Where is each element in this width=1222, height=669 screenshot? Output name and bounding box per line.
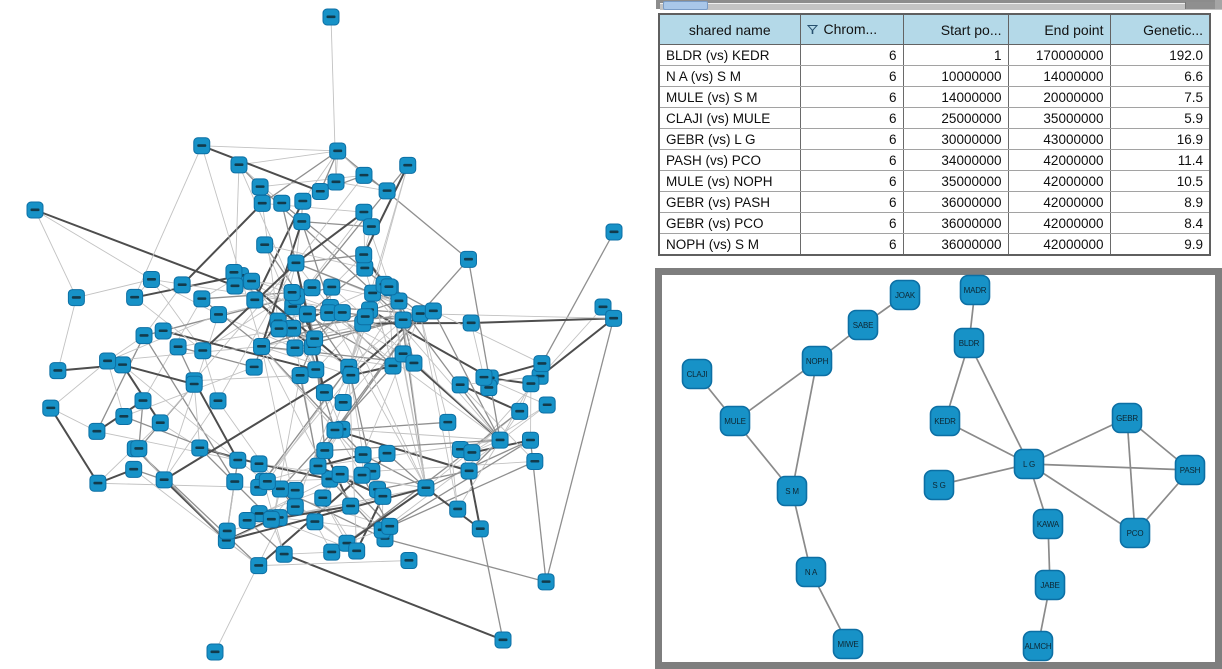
overview-edge[interactable]	[58, 298, 77, 371]
table-cell[interactable]: 10000000	[903, 66, 1008, 87]
overview-node-label	[291, 346, 300, 349]
table-cell[interactable]: 25000000	[903, 108, 1008, 129]
overview-node-label	[230, 284, 239, 287]
column-header-chromosome[interactable]	[800, 14, 903, 45]
overview-node-label	[368, 292, 377, 295]
table-cell[interactable]: 43000000	[1008, 129, 1110, 150]
network-node-label: PASH	[1179, 466, 1201, 475]
network-node-label: JABE	[1040, 581, 1060, 590]
overview-node-label	[456, 383, 465, 386]
overview-edge[interactable]	[194, 384, 200, 448]
table-row[interactable]	[659, 108, 1210, 129]
overview-node-label	[190, 383, 199, 386]
table-cell[interactable]: BLDR (vs) KEDR	[659, 45, 800, 66]
table-cell[interactable]: 11.4	[1110, 150, 1210, 171]
table-cell[interactable]: 170000000	[1008, 45, 1110, 66]
table-cell[interactable]: 42000000	[1008, 150, 1110, 171]
column-header-genetic[interactable]: Genetic...	[1110, 14, 1210, 45]
overview-node-label	[336, 473, 345, 476]
overview-node-label	[297, 220, 306, 223]
overview-node-label	[359, 174, 368, 177]
overview-node-label	[526, 439, 535, 442]
table-cell[interactable]: 6	[800, 108, 903, 129]
overview-node-label	[250, 298, 259, 301]
network-node-label: NOPH	[805, 357, 829, 366]
overview-node-label	[360, 267, 369, 270]
table-cell[interactable]: N A (vs) S M	[659, 66, 800, 87]
overview-node-label	[467, 451, 476, 454]
overview-node-label	[310, 337, 319, 340]
overview-node-label	[346, 374, 355, 377]
overview-node-label	[404, 559, 413, 562]
overview-node-label	[310, 520, 319, 523]
table-cell[interactable]: PASH (vs) PCO	[659, 150, 800, 171]
overview-node-label	[198, 349, 207, 352]
overview-edge[interactable]	[480, 529, 503, 640]
overview-node-label	[92, 430, 101, 433]
overview-node-label	[403, 164, 412, 167]
overview-edge[interactable]	[469, 471, 480, 529]
table-cell[interactable]: 36000000	[903, 213, 1008, 234]
table-cell[interactable]: CLAJI (vs) MULE	[659, 108, 800, 129]
network-node-label: L G	[1023, 460, 1035, 469]
overview-edge[interactable]	[51, 408, 98, 483]
overview-node-label	[243, 519, 252, 522]
overview-node-label	[338, 311, 347, 314]
network-node-label: S M	[785, 487, 799, 496]
table-cell[interactable]: 42000000	[1008, 213, 1110, 234]
overview-edge[interactable]	[546, 318, 614, 581]
network-node-label: KAWA	[1036, 520, 1060, 529]
table-cell[interactable]: 6	[800, 213, 903, 234]
table-row[interactable]	[659, 87, 1210, 108]
overview-node-label	[361, 315, 370, 318]
table-cell[interactable]: 5.9	[1110, 108, 1210, 129]
overview-node-label	[543, 403, 552, 406]
table-cell[interactable]: 6	[800, 234, 903, 256]
overview-node-label	[288, 291, 297, 294]
overview-node-label	[214, 313, 223, 316]
overview-node-label	[464, 258, 473, 261]
overview-node-label	[320, 391, 329, 394]
table-cell[interactable]: 1	[903, 45, 1008, 66]
overview-node-label	[359, 253, 368, 256]
overview-node-label	[156, 421, 165, 424]
table-cell[interactable]: 42000000	[1008, 171, 1110, 192]
scrollbar-corner	[1215, 0, 1222, 9]
overview-edge[interactable]	[420, 314, 613, 319]
overview-node-label	[416, 312, 425, 315]
overview-node-label	[542, 580, 551, 583]
overview-node-label	[258, 202, 267, 205]
overview-node-label	[382, 452, 391, 455]
overview-node-label	[399, 352, 408, 355]
overview-node-label	[378, 495, 387, 498]
overview-node-label	[174, 345, 183, 348]
overview-node-label	[339, 401, 348, 404]
overview-node-label	[496, 439, 505, 442]
network-node-label: SABE	[852, 321, 874, 330]
overview-node-label	[499, 639, 508, 642]
table-scrollbar[interactable]	[656, 0, 1222, 9]
overview-node-label	[276, 488, 285, 491]
table-row[interactable]	[659, 66, 1210, 87]
table-cell[interactable]: 35000000	[1008, 108, 1110, 129]
overview-node-label	[330, 429, 339, 432]
overview-node-label	[320, 449, 329, 452]
network-node-label: GEBR	[1116, 414, 1138, 423]
overview-node-label	[119, 415, 128, 418]
table-cell[interactable]: GEBR (vs) PCO	[659, 213, 800, 234]
overview-edge[interactable]	[35, 210, 235, 286]
overview-node-label	[327, 551, 336, 554]
overview-node-label	[288, 327, 297, 330]
network-node-label: ALMCH	[1024, 642, 1052, 651]
overview-node-label	[313, 465, 322, 468]
overview-edge[interactable]	[97, 431, 238, 460]
overview-node-label	[178, 283, 187, 286]
overview-node-label	[247, 280, 256, 283]
overview-node-label	[129, 468, 138, 471]
table-cell[interactable]: 34000000	[903, 150, 1008, 171]
table-cell[interactable]: 6	[800, 171, 903, 192]
overview-node-label	[229, 271, 238, 274]
overview-node-label	[296, 374, 305, 377]
network-node-label: PCO	[1126, 529, 1144, 538]
overview-edge[interactable]	[239, 151, 338, 165]
table-cell[interactable]: GEBR (vs) L G	[659, 129, 800, 150]
overview-node-label	[453, 508, 462, 511]
overview-node-label	[256, 185, 265, 188]
overview-node-label	[599, 306, 608, 309]
table-cell[interactable]: 9.9	[1110, 234, 1210, 256]
overview-node-label	[103, 360, 112, 363]
table-cell[interactable]: 6	[800, 66, 903, 87]
overview-node-label	[197, 144, 206, 147]
table-cell[interactable]: 14000000	[903, 87, 1008, 108]
column-header-label: Chrom...	[823, 21, 878, 37]
table-row[interactable]	[659, 129, 1210, 150]
table-cell[interactable]: 30000000	[903, 129, 1008, 150]
overview-node-label	[277, 202, 286, 205]
table-cell[interactable]: 16.9	[1110, 129, 1210, 150]
overview-node-label	[134, 447, 143, 450]
table-cell[interactable]: 6	[800, 129, 903, 150]
overview-node-label	[93, 482, 102, 485]
overview-edge[interactable]	[468, 259, 500, 440]
overview-node-label	[159, 329, 168, 332]
overview-node-label	[53, 369, 62, 372]
overview-edge[interactable]	[164, 401, 218, 480]
column-header-start-point[interactable]: Start po...	[903, 14, 1008, 45]
table-cell[interactable]: 6.6	[1110, 66, 1210, 87]
table-cell[interactable]: 14000000	[1008, 66, 1110, 87]
overview-node-label	[311, 368, 320, 371]
overview-node-label	[484, 386, 493, 389]
overview-node-label	[160, 478, 169, 481]
overview-node-label	[46, 407, 55, 410]
overview-edge[interactable]	[403, 320, 426, 488]
overview-node-label	[465, 470, 474, 473]
overview-node-label	[443, 421, 452, 424]
overview-edge[interactable]	[202, 146, 338, 151]
overview-node-label	[399, 318, 408, 321]
overview-node-label	[118, 363, 127, 366]
table-cell[interactable]: GEBR (vs) PASH	[659, 192, 800, 213]
table-cell[interactable]: 10.5	[1110, 171, 1210, 192]
overview-node-label	[263, 480, 272, 483]
overview-node-label	[359, 453, 368, 456]
overview-edge[interactable]	[471, 318, 613, 323]
detail-network-panel	[655, 268, 1222, 669]
overview-node-label	[316, 190, 325, 193]
overview-node-label	[327, 16, 336, 19]
table-row[interactable]	[659, 234, 1210, 256]
overview-node-label	[257, 345, 266, 348]
overview-node-label	[421, 486, 430, 489]
overview-node-label	[610, 231, 619, 234]
table-cell[interactable]: 192.0	[1110, 45, 1210, 66]
overview-node-label	[303, 313, 312, 316]
overview-node-label	[352, 549, 361, 552]
overview-node-label	[333, 149, 342, 152]
detail-network-canvas[interactable]	[655, 268, 1222, 669]
overview-node-label	[291, 489, 300, 492]
overview-node-label	[234, 163, 243, 166]
overview-node-label	[275, 327, 284, 330]
table-cell[interactable]: 8.9	[1110, 192, 1210, 213]
table-row[interactable]	[659, 45, 1210, 66]
table-cell[interactable]: 36000000	[903, 234, 1008, 256]
overview-node-label	[332, 181, 341, 184]
overview-node-label	[291, 505, 300, 508]
overview-node-label	[394, 300, 403, 303]
network-node-label: N A	[804, 568, 818, 577]
overview-node-label	[211, 651, 220, 654]
network-node-label: MIWE	[837, 640, 859, 649]
table-row[interactable]	[659, 150, 1210, 171]
overview-node-label	[250, 366, 259, 369]
overview-node-label	[467, 321, 476, 324]
overview-node-label	[318, 496, 327, 499]
overview-node-label	[530, 460, 539, 463]
overview-node-label	[385, 525, 394, 528]
edge-attribute-table	[658, 13, 1211, 256]
column-header-end-point[interactable]: End point	[1008, 14, 1110, 45]
overview-node-label	[291, 262, 300, 265]
table-cell[interactable]: 42000000	[1008, 192, 1110, 213]
overview-node-label	[526, 382, 535, 385]
overview-node-label	[346, 505, 355, 508]
column-header-shared-name[interactable]: shared name	[659, 14, 800, 45]
filter-icon[interactable]	[807, 22, 818, 38]
table-cell[interactable]: 8.4	[1110, 213, 1210, 234]
overview-node-label	[260, 243, 269, 246]
overview-node-label	[255, 512, 264, 515]
overview-node-label	[359, 211, 368, 214]
overview-node-label	[298, 200, 307, 203]
overview-node-label	[147, 278, 156, 281]
network-node-label: KEDR	[934, 417, 956, 426]
table-cell[interactable]: 6	[800, 150, 903, 171]
network-node-label: S G	[932, 481, 946, 490]
overview-node-label	[288, 305, 297, 308]
overview-node-label	[195, 446, 204, 449]
overview-node-label	[197, 297, 206, 300]
scrollbar-track[interactable]	[660, 3, 1222, 10]
scrollbar-button[interactable]	[1185, 2, 1216, 9]
overview-node-label	[233, 459, 242, 462]
network-node-label: JOAK	[894, 291, 916, 300]
overview-node-label	[267, 518, 276, 521]
overview-node-label	[384, 285, 393, 288]
table-cell[interactable]: MULE (vs) S M	[659, 87, 800, 108]
overview-node-label	[31, 209, 40, 212]
overview-node-label	[409, 362, 418, 365]
overview-node-label	[72, 296, 81, 299]
overview-node-label	[479, 376, 488, 379]
overview-node-label	[230, 480, 239, 483]
table-cell[interactable]: 6	[800, 192, 903, 213]
overview-node-label	[476, 527, 485, 530]
table-cell[interactable]: 6	[800, 45, 903, 66]
overview-node-label	[254, 564, 263, 567]
table-cell[interactable]: NOPH (vs) S M	[659, 234, 800, 256]
table-cell[interactable]: 6	[800, 87, 903, 108]
table-cell[interactable]: 36000000	[903, 192, 1008, 213]
network-node-label: MADR	[963, 286, 987, 295]
table-cell[interactable]: 42000000	[1008, 234, 1110, 256]
overview-node-label	[429, 310, 438, 313]
overview-edge[interactable]	[35, 210, 151, 279]
overview-node-label	[537, 362, 546, 365]
table-row[interactable]	[659, 192, 1210, 213]
overview-node-label	[609, 317, 618, 320]
overview-node-label	[324, 311, 333, 314]
table-cell[interactable]: 20000000	[1008, 87, 1110, 108]
overview-node-label	[388, 364, 397, 367]
overview-node-label	[308, 286, 317, 289]
network-node-label: CLAJI	[686, 370, 708, 379]
table-cell[interactable]: 7.5	[1110, 87, 1210, 108]
overview-node-label	[327, 286, 336, 289]
overview-edge[interactable]	[284, 554, 503, 640]
overview-node-label	[223, 530, 232, 533]
table-row[interactable]	[659, 171, 1210, 192]
overview-node-label	[213, 399, 222, 402]
network-node-label: BLDR	[958, 339, 980, 348]
table-cell[interactable]: MULE (vs) NOPH	[659, 171, 800, 192]
overview-node-label	[130, 296, 139, 299]
overview-node-label	[255, 462, 264, 465]
overview-node-label	[383, 189, 392, 192]
network-node-label: MULE	[724, 417, 746, 426]
overview-node-label	[140, 334, 149, 337]
overview-node-label	[358, 474, 367, 477]
table-header-row	[659, 14, 1210, 45]
overview-node-label	[138, 399, 147, 402]
overview-node-label	[280, 553, 289, 556]
scrollbar-thumb[interactable]	[663, 1, 708, 10]
overview-node-label	[515, 410, 524, 413]
table-cell[interactable]: 35000000	[903, 171, 1008, 192]
table-row[interactable]	[659, 213, 1210, 234]
overview-edge[interactable]	[194, 375, 300, 380]
overview-node-label	[367, 225, 376, 228]
